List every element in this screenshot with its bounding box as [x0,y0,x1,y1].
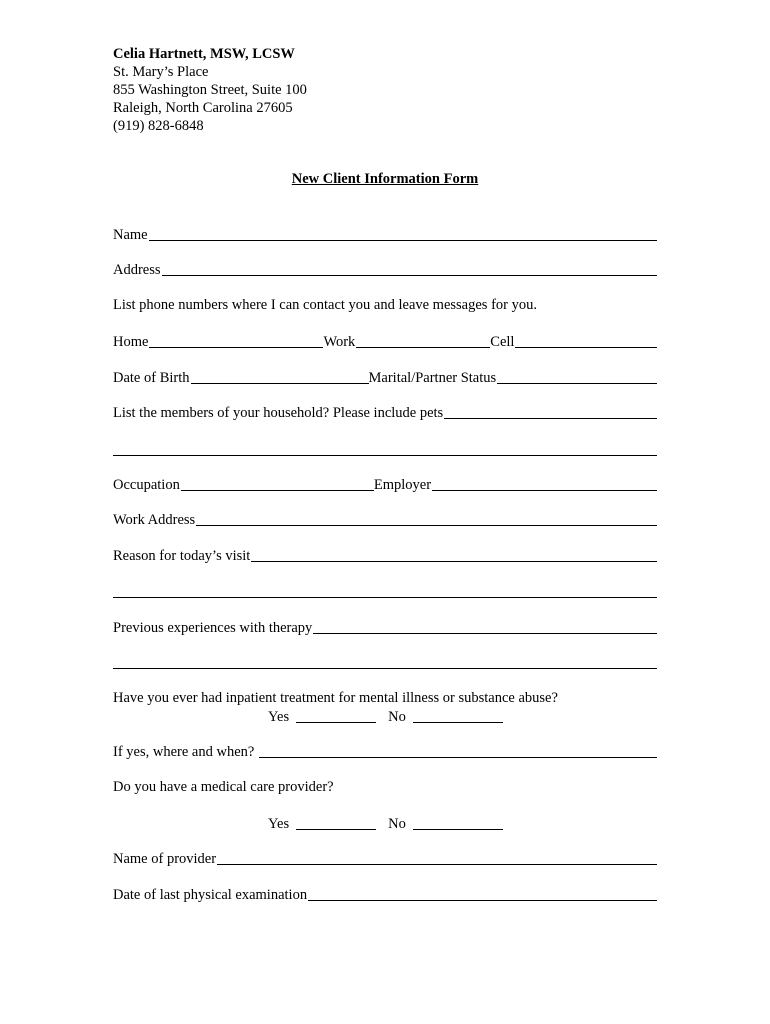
if-yes-row [113,741,657,761]
reason-label: Reason for today’s visit [113,548,251,564]
work-address-row [113,509,657,529]
phone-row [113,331,657,351]
if-yes-label: If yes, where and when? [113,744,255,760]
form-title: New Client Information Form [291,171,479,187]
city-state-zip: Raleigh, North Carolina 27605 [113,100,293,116]
work-address-field[interactable] [196,511,657,526]
provider-no-label: No [388,816,406,832]
household-label: List the members of your household? Please include pets [113,405,444,421]
medical-provider-question: Do you have a medical care provider? [113,779,334,795]
name-row [113,224,657,244]
practitioner-name: Celia Hartnett, MSW, LCSW [113,46,295,62]
household-row [113,402,657,422]
practice-name: St. Mary’s Place [113,64,209,80]
occupation-row [113,474,657,494]
last-physical-row [113,884,657,904]
reason-field-continued[interactable] [113,597,657,598]
previous-therapy-row [113,617,657,637]
name-field[interactable] [149,226,657,241]
inpatient-no-label: No [388,709,406,725]
provider-name-label: Name of provider [113,851,217,867]
provider-name-row [113,848,657,868]
provider-yes-label: Yes [268,816,290,832]
occupation-label: Occupation [113,477,180,493]
address-label: Address [113,262,161,278]
last-physical-field[interactable] [308,886,657,901]
inpatient-yes-label: Yes [268,709,290,725]
marital-status-field[interactable] [497,369,657,384]
address-row [113,259,657,279]
employer-label: Employer [373,477,432,493]
dob-marital-row [113,367,657,387]
reason-row [113,545,657,565]
marital-label: Marital/Partner Status [368,370,497,386]
previous-therapy-label: Previous experiences with therapy [113,620,313,636]
home-phone-field[interactable] [149,333,323,348]
provider-name-field[interactable] [217,850,657,865]
reason-field[interactable] [251,547,657,562]
name-label: Name [113,227,148,243]
work-address-label: Work Address [113,512,196,528]
work-phone-field[interactable] [356,333,490,348]
phone-instructions: List phone numbers where I can contact you and leave messages for you. [113,297,537,313]
provider-no-field[interactable] [413,815,503,830]
inpatient-question: Have you ever had inpatient treatment for mental illness or substance abuse? [113,690,558,706]
provider-yes-field[interactable] [296,815,376,830]
work-label: Work [323,334,356,350]
inpatient-yes-field[interactable] [296,708,376,723]
occupation-field[interactable] [181,476,374,491]
inpatient-no-field[interactable] [413,708,503,723]
previous-therapy-field-continued[interactable] [113,668,657,669]
household-field[interactable] [444,404,657,419]
medical-provider-yes-no [268,813,503,833]
dob-field[interactable] [191,369,369,384]
employer-field[interactable] [432,476,657,491]
cell-phone-field[interactable] [515,333,657,348]
home-label: Home [113,334,149,350]
last-physical-label: Date of last physical examination [113,887,308,903]
dob-label: Date of Birth [113,370,190,386]
street-address: 855 Washington Street, Suite 100 [113,82,307,98]
household-field-continued[interactable] [113,455,657,456]
address-field[interactable] [162,261,657,276]
phone-number: (919) 828-6848 [113,118,204,134]
inpatient-yes-no [268,706,503,726]
cell-label: Cell [490,334,515,350]
practitioner-header [113,45,307,135]
if-yes-field[interactable] [259,743,657,758]
previous-therapy-field[interactable] [313,619,657,634]
